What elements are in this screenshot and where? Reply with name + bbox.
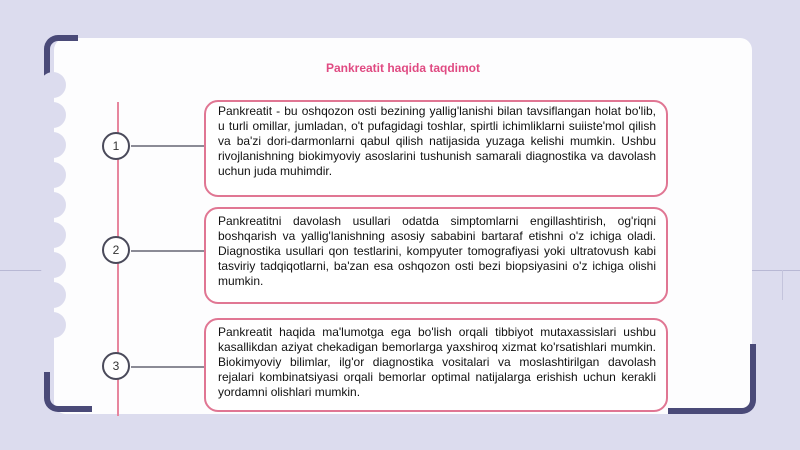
- timeline-node-number: 1: [112, 139, 120, 153]
- text-box-2: [204, 207, 668, 304]
- timeline-node-number: 2: [112, 243, 120, 257]
- timeline-node-1: [102, 132, 130, 160]
- binder-hole: [40, 312, 66, 338]
- binder-hole: [40, 282, 66, 308]
- binder-hole: [40, 192, 66, 218]
- slide-title: Pankreatit haqida taqdimot: [325, 61, 481, 75]
- binder-hole: [40, 162, 66, 188]
- text-box-content: Pankreatit haqida ma'lumotga ega bo'lish orqali tibbiyot mutaxassislari ushbu kasallikdan aziyat chekadigan bemorlarga yaxshiroq xizmat ko'rsatishlari mumkin. Biokimyoviy bilimlar, ilg'or diagnostika vositalari va moslashtirilgan davolash rejalari kombinatsiyasi orqali bemorlar optimal natijalarga erishish uchun kerakli yordamni olishlari mumkin.: [218, 325, 656, 399]
- binder-hole: [40, 102, 66, 128]
- binder-hole: [40, 132, 66, 158]
- background-tick: [782, 270, 783, 300]
- timeline-connector: [131, 366, 205, 368]
- text-box-content: Pankreatit - bu oshqozon osti bezining yallig'lanishi bilan tavsiflangan holat bo'lib, u turli omillar, jumladan, o't pufagidagi toshlar, spirtli ichimliklarni suiiste'mol qilish va ba'zi dori-darmonlarni qabul qilish natijasida yuzaga kelishi mumkin. Ushbu rivojlanishning biokimyoviy asoslarini tushunish samarali diagnostika va davolash uchun juda muhimdir.: [218, 104, 656, 178]
- timeline-node-2: [102, 236, 130, 264]
- binder-hole: [40, 252, 66, 278]
- timeline-connector: [131, 250, 205, 252]
- timeline-node-number: 3: [112, 359, 120, 373]
- background-line-left: [0, 270, 44, 271]
- timeline-connector: [131, 145, 205, 147]
- text-box-3: [204, 318, 668, 412]
- frame-corner-bottom-right: [668, 344, 756, 414]
- binder-hole: [40, 72, 66, 98]
- text-box-1: [204, 100, 668, 197]
- timeline-node-3: [102, 352, 130, 380]
- text-box-content: Pankreatitni davolash usullari odatda simptomlarni engillashtirish, og'riqni boshqarish va yallig'lanishning asosiy sababini bartaraf etishni o'z ichiga oladi. Diagnostika usullari qon testlarini, kompyuter tomografiyasi yoki ultratovush kabi tasviriy tadqiqotlarni, ba'zan esa oshqozon osti bezi biopsiyasini o'z ichiga olishi mumkin.: [218, 214, 656, 288]
- background-line-right: [752, 270, 800, 271]
- frame-corner-bottom-left: [44, 372, 92, 412]
- binder-hole: [40, 222, 66, 248]
